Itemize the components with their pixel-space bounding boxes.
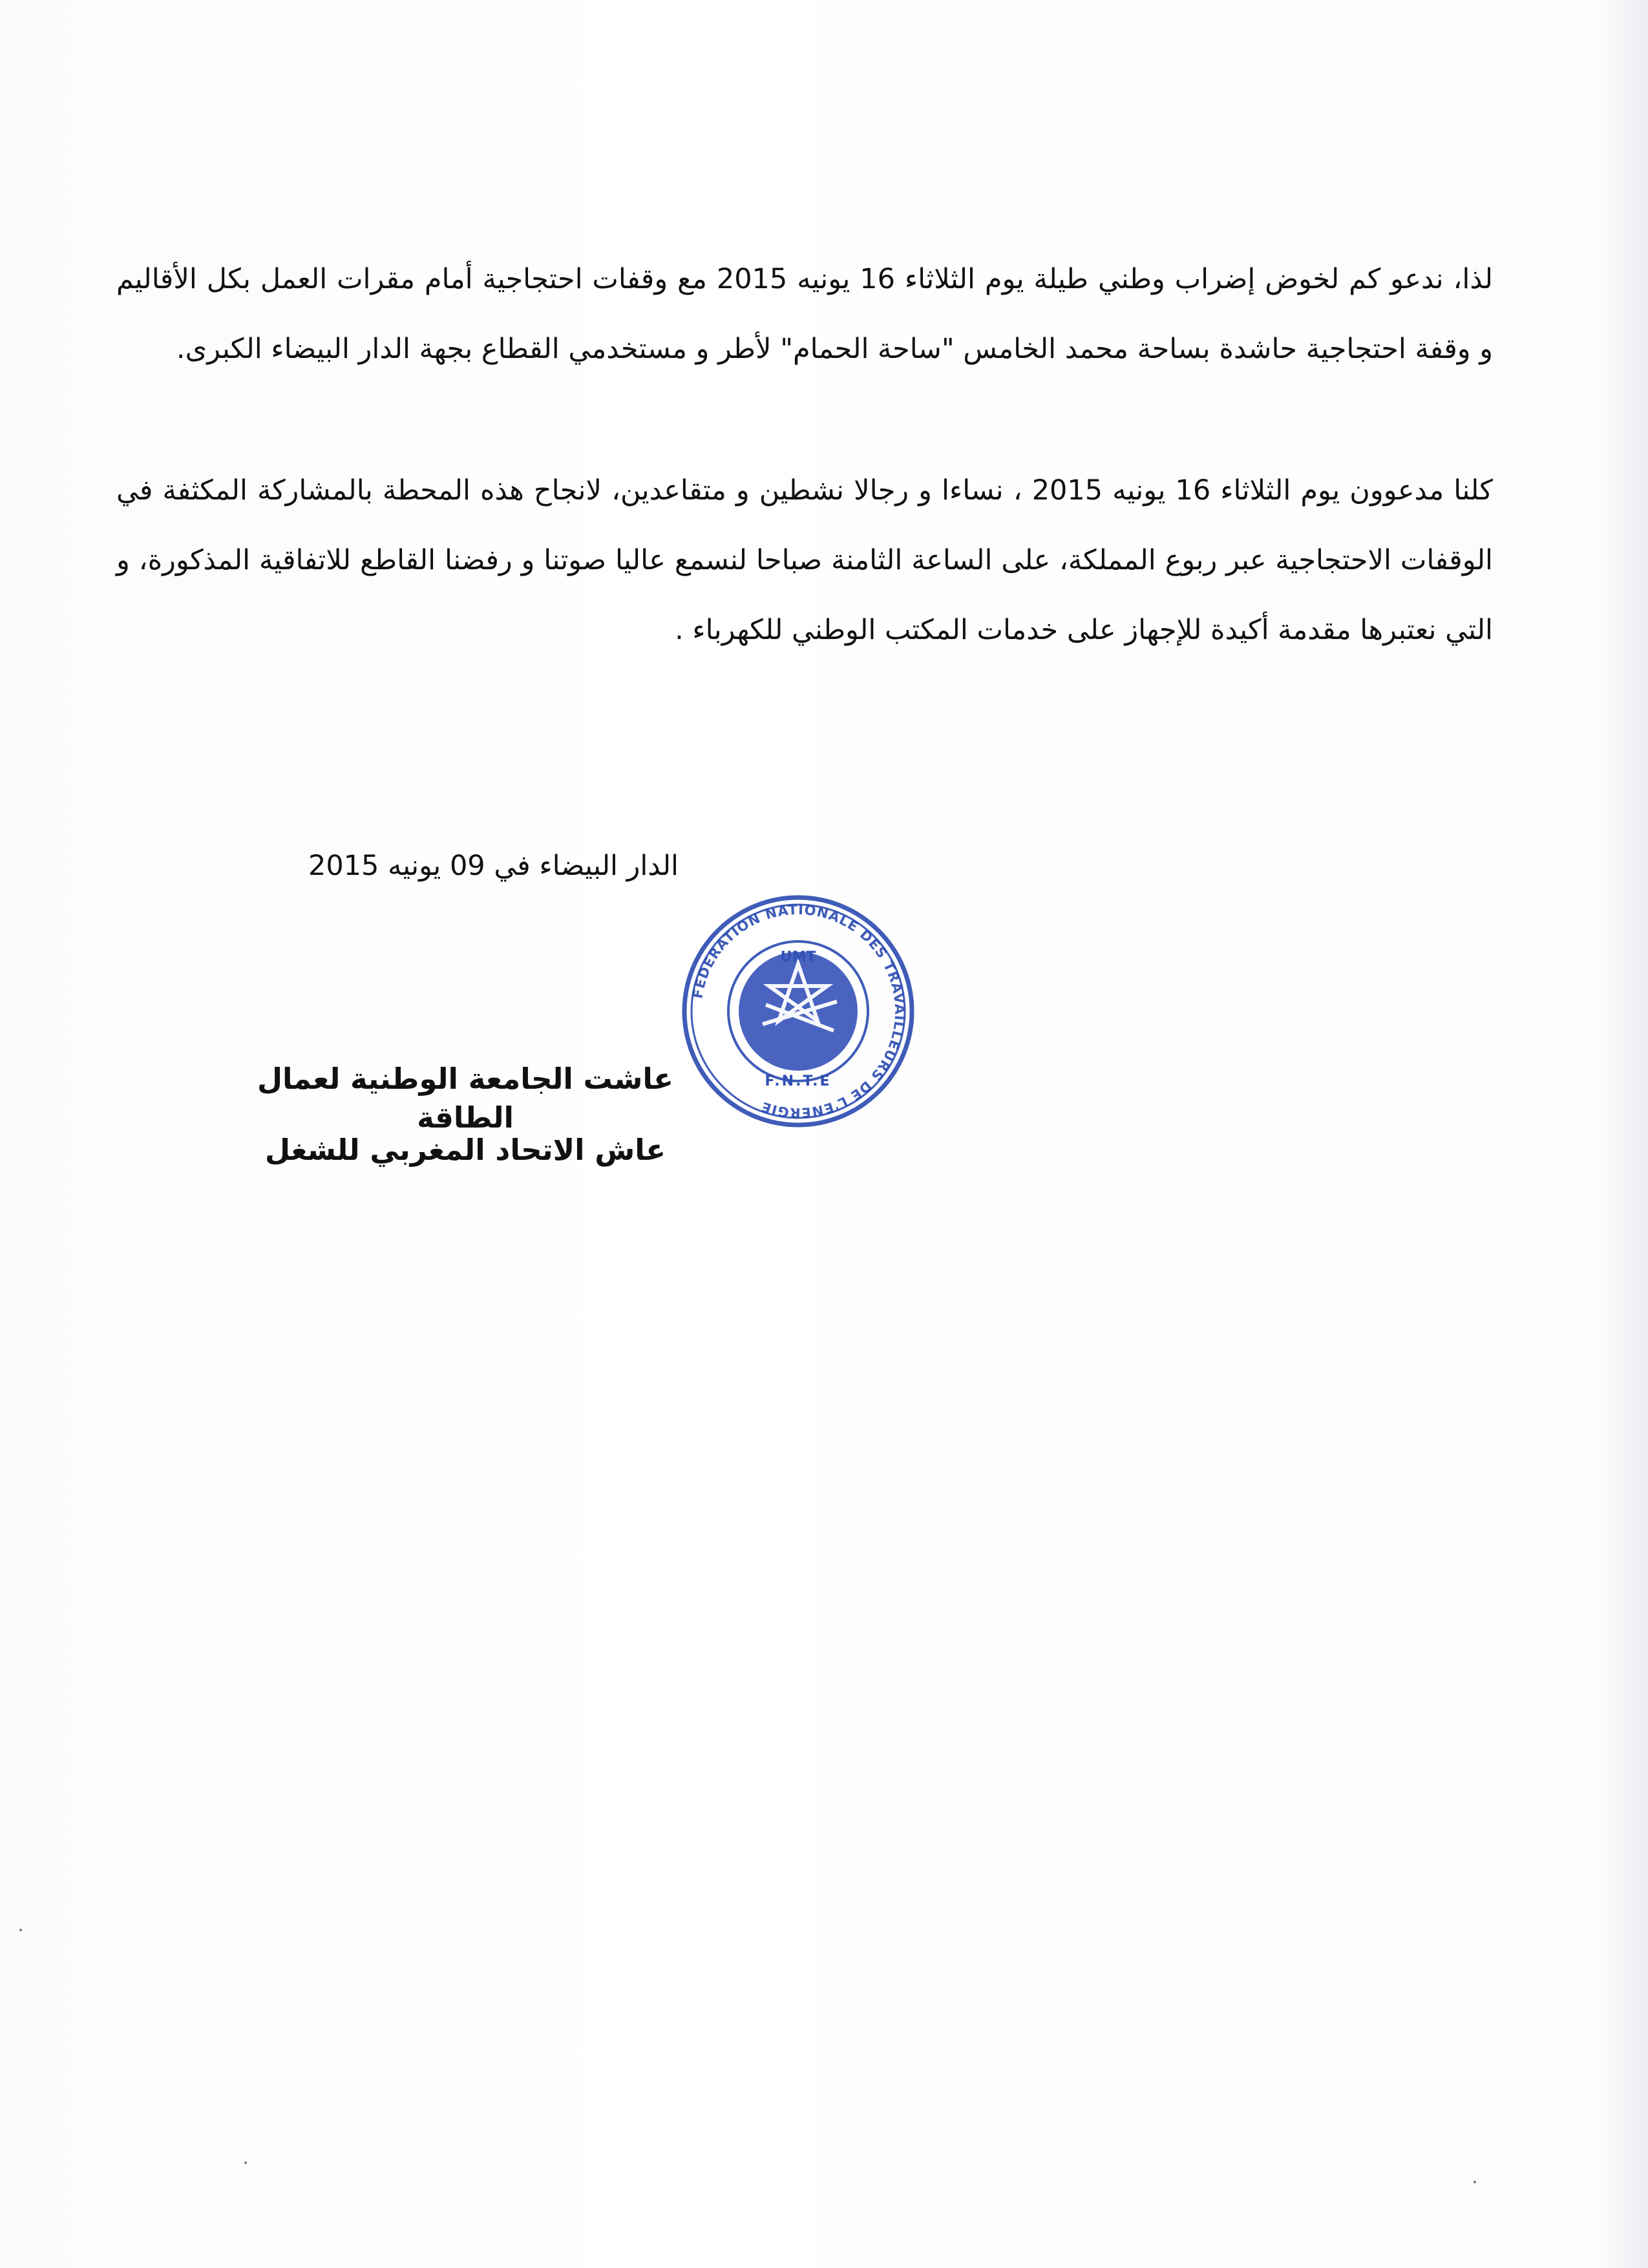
scan-speck (244, 2161, 247, 2164)
seal-inner-text: UMT (780, 949, 816, 965)
scan-speck (1474, 2181, 1476, 2183)
page-edge-shadow (1603, 0, 1648, 2268)
seal-acronym: F.N.T.E (765, 1073, 832, 1089)
seal-outer-text: FEDERATION NATIONALE DES TRAVAILLEURS DE L'ENERGIE (690, 901, 908, 1121)
paragraph-strike-call: لذا، ندعو كم لخوض إضراب وطني طيلة يوم الثلاثاء 16 يونيه 2015 مع وقفات احتجاجية أمام مقرات العمل بكل الأقاليم و وقفة احتجاجية حاشدة بساحة محمد الخامس "ساحة الحمام" لأطر و مستخدمي القطاع بجهة الدار البيضاء الكبرى. (116, 263, 1494, 365)
union-seal-stamp (679, 892, 918, 1131)
paragraph-participation-call: كلنا مدعوون يوم الثلاثاء 16 يونيه 2015 ، نساءا و رجالا نشطين و متقاعدين، لانجاح هذه المحطة بالمشاركة المكثفة في الوقفات الاحتجاجية عبر ربوع المملكة، على الساعة الثامنة صباحا لنسمع عاليا صوتنا و رفضنا القاطع للاتفاقية المذكورة، و التي نعتبرها مقدمة أكيدة للإجهاز على خدمات المكتب الوطني للكهرباء . (116, 474, 1493, 646)
date-line: الدار البيضاء في 09 يونيه 2015 (308, 850, 679, 882)
scan-speck (19, 1929, 22, 1931)
closing-line-union: عاش الاتحاد المغربي للشغل (265, 1133, 666, 1167)
closing-line-federation: عاشت الجامعة الوطنية لعمال الطاقة (257, 1062, 674, 1135)
